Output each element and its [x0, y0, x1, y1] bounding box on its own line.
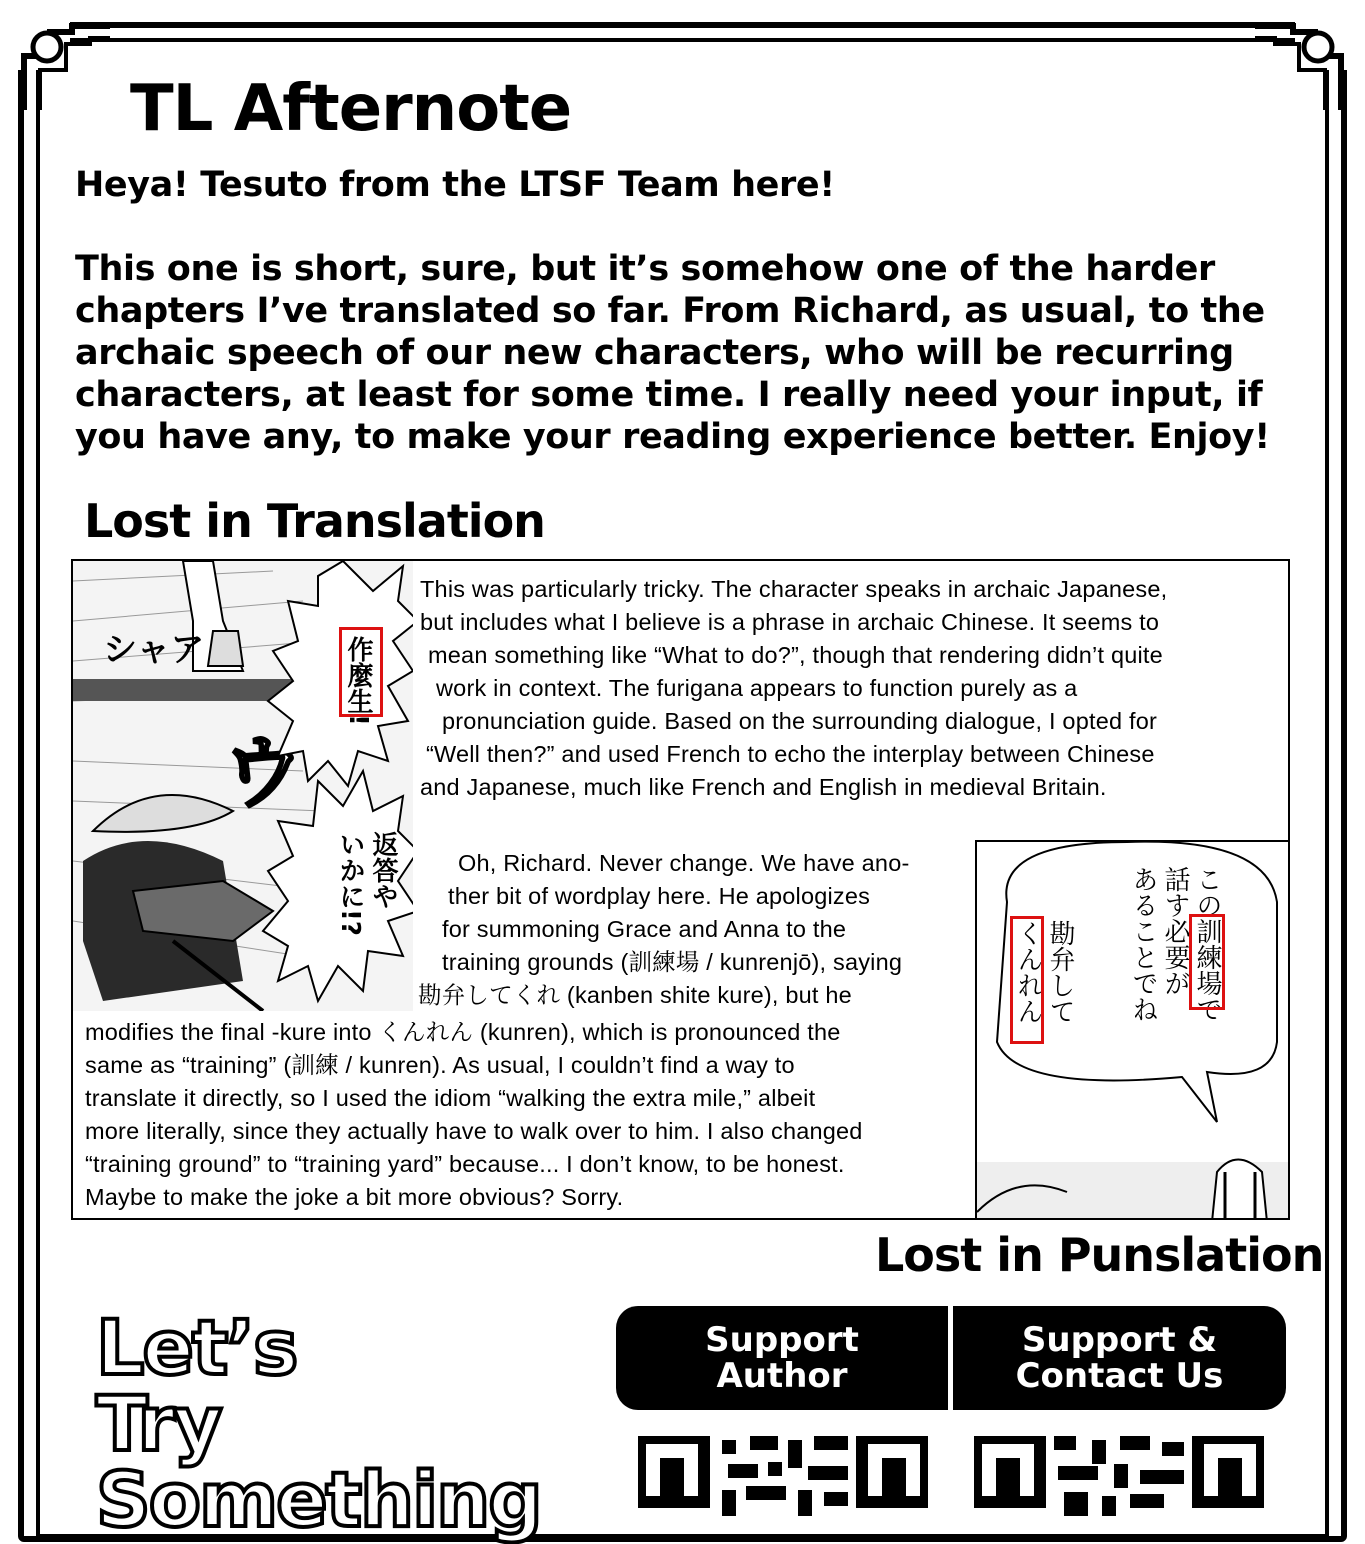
manga-bubble-text: 作麼生! — [343, 636, 373, 726]
corner-ornament-left — [10, 10, 110, 110]
button-label: Support — [705, 1320, 859, 1360]
intro-paragraph: This one is short, sure, but it’s somehow one of the harder chapters I’ve translated so far. From Richard, as usual, to the archaic speech of our new characters, who will be recurring characters, at least for some time. I really need your input, if you have any, to make your reading experience better. Enjoy! — [75, 249, 1270, 457]
manga-bubble-text: 勘弁して — [1045, 920, 1075, 1024]
note-line: translate it directly, so I used the idiom “walking the extra mile,” albeit — [85, 1085, 816, 1111]
qr-code-author[interactable] — [638, 1436, 928, 1516]
note-line: pronunciation guide. Based on the surrounding dialogue, I opted for — [442, 708, 1157, 734]
translation-note-2-upper — [418, 847, 910, 1012]
manga-bubble-text: くんれん — [1013, 920, 1043, 1024]
note-line: Maybe to make the joke a bit more obvious? Sorry. — [85, 1184, 624, 1210]
sfx-text: シャア — [103, 630, 205, 670]
translation-note-1 — [420, 573, 1167, 804]
note-line: “Well then?” and used French to echo the interplay between Chinese — [426, 741, 1155, 767]
highlight-box — [1010, 916, 1044, 1044]
note-line: work in context. The furigana appears to function purely as a — [436, 675, 1078, 701]
support-author-button[interactable] — [616, 1306, 948, 1410]
translation-note-2-lower — [85, 1016, 863, 1214]
button-label: Support & — [1021, 1320, 1218, 1360]
note-line: “training ground” to “training yard” because... I don’t know, to be honest. — [85, 1151, 845, 1177]
manga-bubble-text: この訓練場で — [1192, 866, 1222, 1022]
heading-line: Something — [96, 1455, 541, 1544]
sfx-text: ウ — [223, 727, 303, 820]
manga-bubble-text: いかに!? — [335, 831, 365, 936]
corner-ornament-right — [1255, 10, 1355, 110]
note-line: for summoning Grace and Anna to the — [442, 916, 847, 942]
note-line: ther bit of wordplay here. He apologizes — [448, 883, 871, 909]
note-line: but includes what I believe is a phrase in archaic Chinese. It seems to — [420, 609, 1160, 635]
button-label: Contact Us — [1015, 1356, 1224, 1396]
heading-line: Try — [96, 1379, 221, 1468]
manga-bubble-text: 話す必要が — [1160, 866, 1190, 996]
note-line: and Japanese, much like French and English in medieval Britain. — [420, 774, 1107, 800]
note-line: This was particularly tricky. The character speaks in archaic Japanese, — [420, 576, 1168, 602]
lost-in-translation-heading: Lost in Translation — [84, 494, 545, 548]
highlight-box — [339, 627, 383, 717]
note-line: modifies the final -kure into くんれん (kunren), which is pronounced the — [85, 1019, 841, 1045]
manga-bubble-text: あることでね — [1128, 866, 1158, 1022]
manga-panel-right — [975, 840, 1290, 1220]
note-line: more literally, since they actually have to walk over to him. I also changed — [85, 1118, 863, 1144]
note-line: same as “training” (訓練 / kunren). As usual, I couldn’t find a way to — [85, 1052, 795, 1078]
intro-greeting: Heya! Tesuto from the LTSF Team here! — [75, 165, 835, 205]
note-line: mean something like “What to do?”, though that rendering didn’t quite — [428, 642, 1163, 668]
manga-bubble-text: 返答や — [368, 831, 398, 909]
page-title: TL Afternote — [130, 72, 572, 146]
button-label: Author — [716, 1356, 848, 1396]
lost-in-punslation-heading: Lost in Punslation — [875, 1228, 1324, 1282]
support-contact-button[interactable] — [953, 1306, 1286, 1410]
note-line: 勘弁してくれ (kanben shite kure), but he — [418, 982, 852, 1008]
highlight-box — [1189, 914, 1225, 1010]
intro-section — [75, 164, 1315, 500]
qr-code-contact[interactable] — [974, 1436, 1264, 1516]
note-line: Oh, Richard. Never change. We have ano- — [458, 850, 910, 876]
translation-note-box — [71, 559, 1290, 1220]
heading-line: Let’s — [96, 1303, 297, 1392]
note-line: training grounds (訓練場 / kunrenjō), saying — [442, 949, 903, 975]
lets-try-something-heading — [96, 1303, 541, 1544]
